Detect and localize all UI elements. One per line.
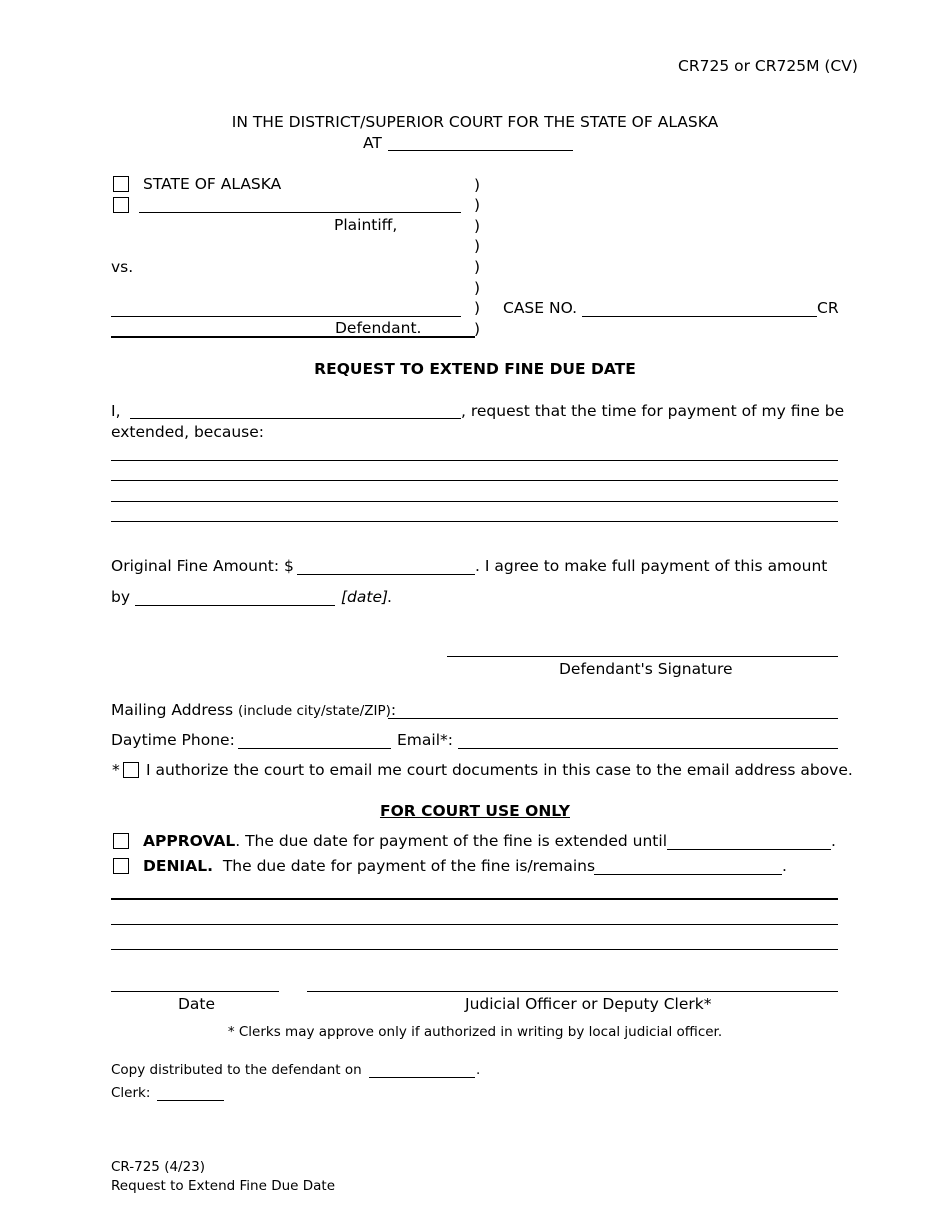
payment-date-field[interactable] [135,605,335,606]
footer-code: CR-725 (4/23) [111,1159,206,1175]
officer-signature-field[interactable] [307,991,838,992]
fine-amount-label: Original Fine Amount: $ [111,557,294,575]
date-hint: [date] [341,588,389,606]
date-period: . [387,588,392,606]
caption-paren: ) [474,258,481,276]
mailing-address-label: Mailing Address (include city/state/ZIP): [111,701,397,719]
defendant-signature-label: Defendant's Signature [559,660,733,678]
clerk-note: * Clerks may approve only if authorized in writing by local judicial officer. [227,1024,723,1040]
by-label: by [111,588,131,606]
email-label: Email*: [397,731,453,749]
approval-checkbox[interactable] [113,833,129,849]
reason-line-3[interactable] [111,501,838,502]
denial-label: DENIAL. [143,857,213,875]
defendant-label: Defendant. [335,319,422,337]
denial-checkbox[interactable] [113,858,129,874]
approval-text: . The due date for payment of the fine is extended until [235,832,668,850]
footer-name: Request to Extend Fine Due Date [111,1178,336,1194]
reason-line-4[interactable] [111,521,838,522]
defendant-name-field[interactable] [111,316,461,317]
state-of-alaska-checkbox[interactable] [113,176,129,192]
reason-line-1[interactable] [111,460,838,461]
case-no-label: CASE NO. [503,299,578,317]
denial-line [143,859,595,875]
distributed-period: . [476,1062,481,1078]
reason-line-2[interactable] [111,480,838,481]
remains-date-field[interactable] [594,874,782,875]
other-plaintiff-checkbox[interactable] [113,197,129,213]
clerk-label: Clerk: [111,1085,151,1101]
caption-paren: ) [474,196,481,214]
plaintiff-name-field[interactable] [139,212,461,213]
form-code: CR725 or CR725M (CV) [678,57,858,75]
court-location-field[interactable] [388,150,573,151]
officer-label: Judicial Officer or Deputy Clerk* [465,995,712,1013]
mailing-address-field[interactable] [388,718,838,719]
court-notes-line-1[interactable] [111,898,838,900]
request-i-label: I, [111,402,121,420]
extended-until-field[interactable] [667,849,831,850]
court-date-label: Date [178,995,216,1013]
court-notes-line-3[interactable] [111,949,838,950]
mailing-address-note: (include city/state/ZIP) [238,703,391,719]
requester-name-field[interactable] [130,418,461,419]
request-text-cont: extended, because: [111,423,264,441]
court-heading: IN THE DISTRICT/SUPERIOR COURT FOR THE STATE OF ALASKA [231,113,719,131]
court-date-field[interactable] [111,991,279,992]
denial-period: . [782,857,787,875]
daytime-phone-label: Daytime Phone: [111,731,235,749]
caption-paren: ) [474,320,481,338]
approval-label: APPROVAL [143,832,236,850]
caption-paren: ) [474,217,481,235]
fine-amount-field[interactable] [297,574,475,575]
caption-paren: ) [474,299,481,317]
court-use-heading: FOR COURT USE ONLY [379,802,570,820]
caption-bottom-rule [111,336,475,338]
denial-text: The due date for payment of the fine is/remains [222,857,596,875]
approval-line [143,834,667,850]
plaintiff-label: Plaintiff, [334,216,398,234]
caption-paren: ) [474,279,481,297]
agree-text: . I agree to make full payment of this amount [475,557,828,575]
email-field[interactable] [458,748,838,749]
form-title: REQUEST TO EXTEND FINE DUE DATE [314,360,636,378]
case-suffix: CR [817,299,839,317]
request-text: , request that the time for payment of my fine be [461,402,845,420]
caption-paren: ) [474,176,481,194]
daytime-phone-field[interactable] [238,748,391,749]
state-of-alaska-label: STATE OF ALASKA [143,175,282,193]
authorize-text: I authorize the court to email me court documents in this case to the email address above. [146,761,853,779]
defendant-signature-field[interactable] [447,656,838,657]
clerk-initials-field[interactable] [157,1100,224,1101]
court-at-label: AT [363,134,382,152]
case-number-field[interactable] [582,316,817,317]
authorize-asterisk: * [112,761,120,779]
caption-paren: ) [474,237,481,255]
copy-distributed-label: Copy distributed to the defendant on [111,1062,362,1078]
distributed-date-field[interactable] [369,1077,475,1078]
email-authorization-checkbox[interactable] [123,762,139,778]
court-notes-line-2[interactable] [111,924,838,925]
approval-period: . [831,832,836,850]
vs-label: vs. [111,258,134,276]
